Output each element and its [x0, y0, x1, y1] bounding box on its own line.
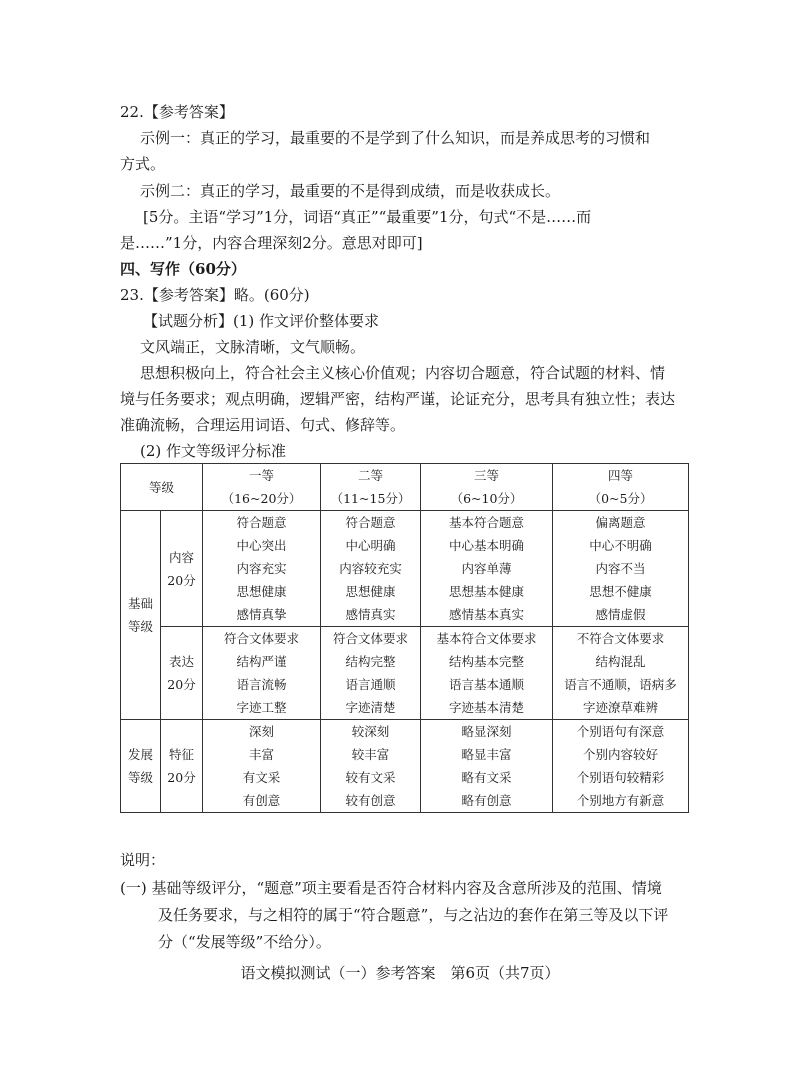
page-footer: 语文模拟测试（一）参考答案 第6页（共7页）: [240, 964, 560, 982]
table-row-expression: [121, 627, 689, 720]
feature-label: 特征 20分: [161, 720, 203, 813]
expression-level-3: 基本符合文体要求 结构基本完整 语言基本通顺 字迹基本清楚: [421, 627, 553, 720]
expression-level-4: 不符合文体要求 结构混乱 语言不通顺，语病多 字迹潦草难辨: [553, 627, 689, 720]
content-level-2: 符合题意 中心明确 内容较充实 思想健康 感情真实: [321, 511, 421, 627]
feature-level-1: 深刻 丰富 有文采 有创意: [203, 720, 321, 813]
q22-title: 22.【参考答案】: [120, 103, 234, 121]
level-header-4: 四等 （0~5分）: [553, 464, 689, 511]
expression-label: 表达 20分: [161, 627, 203, 720]
q22-scoring-line1: [5分。主语“学习”1分，词语“真正”“最重要”1分，句式“不是……而: [143, 208, 592, 226]
q23-requirement-2-line2: 境与任务要求；观点明确，逻辑严密，结构严谨，论证充分，思考具有独立性；表达: [120, 390, 676, 408]
table-header-row: [121, 464, 689, 511]
q23-requirement-2-line1: 思想积极向上，符合社会主义核心价值观；内容切合题意，符合试题的材料、情: [140, 364, 666, 382]
expression-level-1: 符合文体要求 结构严谨 语言流畅 字迹工整: [203, 627, 321, 720]
expression-level-2: 符合文体要求 结构完整 语言通顺 字迹清楚: [321, 627, 421, 720]
q22-example1-line2: 方式。: [120, 155, 166, 173]
section-writing-heading: 四、写作（60分）: [120, 260, 246, 278]
q23-grading-standard-heading: (2) 作文等级评分标准: [140, 442, 287, 460]
grade-label-cell: 等级: [121, 464, 203, 511]
q23-requirement-2-line3: 准确流畅，合理运用词语、句式、修辞等。: [120, 416, 406, 434]
q22-example2: 示例二：真正的学习，最重要的不是得到成绩，而是收获成长。: [140, 182, 561, 200]
q22-example1-line1: 示例一：真正的学习，最重要的不是学到了什么知识，而是养成思考的习惯和: [140, 129, 651, 147]
notes-title: 说明：: [120, 851, 166, 869]
table-row-content: [121, 511, 689, 627]
note-1-line3: 分（“发展等级”不给分）。: [158, 933, 331, 951]
note-1-line2: 及任务要求，与之相符的属于“符合题意”，与之沾边的套作在第三等及以下评: [158, 906, 669, 924]
q23-title: 23.【参考答案】略。(60分): [120, 286, 310, 304]
content-level-3: 基本符合题意 中心基本明确 内容单薄 思想基本健康 感情基本真实: [421, 511, 553, 627]
q22-scoring-line2: 是……”1分，内容合理深刻2分。意思对即可]: [120, 234, 423, 252]
development-grade-label: 发展 等级: [121, 720, 161, 813]
feature-level-2: 较深刻 较丰富 较有文采 较有创意: [321, 720, 421, 813]
table-row-feature: [121, 720, 689, 813]
note-1-line1: (一) 基础等级评分，“题意”项主要看是否符合材料内容及含意所涉及的范围、情境: [120, 879, 662, 897]
q23-requirement-1: 文风端正，文脉清晰，文气顺畅。: [140, 338, 366, 356]
feature-level-4: 个别语句有深意 个别内容较好 个别语句较精彩 个别地方有新意: [553, 720, 689, 813]
level-header-2: 二等 （11~15分）: [321, 464, 421, 511]
q23-analysis-heading: 【试题分析】(1) 作文评价整体要求: [143, 312, 380, 330]
content-label: 内容 20分: [161, 511, 203, 627]
level-header-1: 一等 （16~20分）: [203, 464, 321, 511]
grading-table: [120, 463, 689, 813]
level-header-3: 三等 （6~10分）: [421, 464, 553, 511]
content-level-4: 偏离题意 中心不明确 内容不当 思想不健康 感情虚假: [553, 511, 689, 627]
content-level-1: 符合题意 中心突出 内容充实 思想健康 感情真挚: [203, 511, 321, 627]
feature-level-3: 略显深刻 略显丰富 略有文采 略有创意: [421, 720, 553, 813]
basic-grade-label: 基础 等级: [121, 511, 161, 720]
